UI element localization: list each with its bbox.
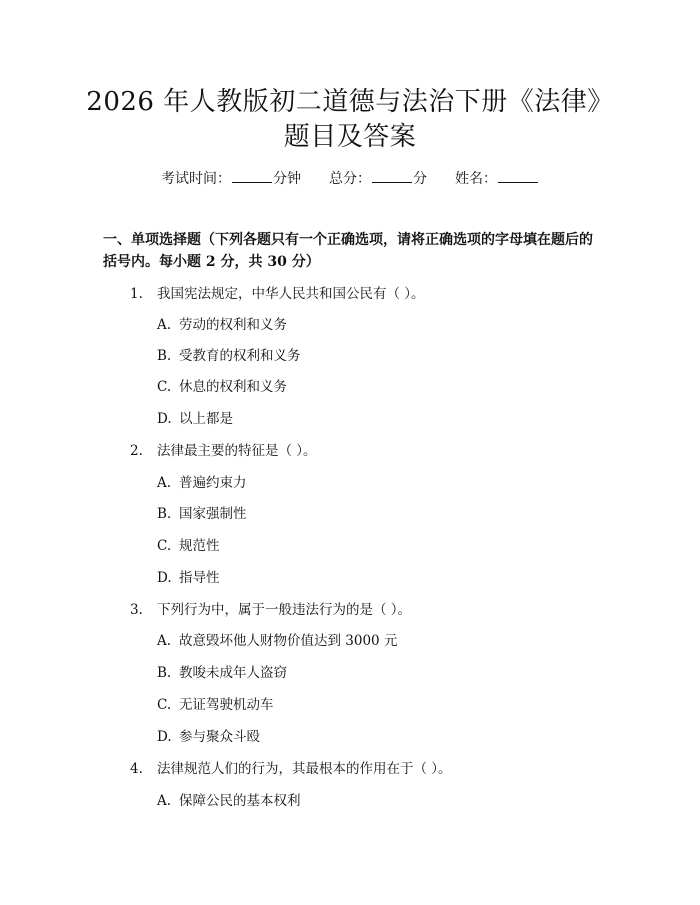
question-number: 4. [130,761,143,777]
option-text: 国家强制性 [179,506,247,522]
question-4 [130,759,452,779]
section-heading: 一、单项选择题（下列各题只有一个正确选项，请将正确选项的字母填在题后的括号内。每小题 2 分，共 30 分） [103,232,593,270]
page-title: 2026 年人教版初二道德与法治下册《法律》 [86,87,614,117]
question-1-option-b [157,346,301,366]
question-number: 3. [130,602,143,618]
total-score-blank [372,168,412,183]
total-score-field [329,171,427,187]
option-letter: C. [157,697,172,713]
exam-time-unit: 分钟 [273,171,301,187]
option-text: 规范性 [179,538,220,554]
question-3-option-d [157,727,260,747]
option-letter: A. [157,633,172,649]
exam-info-line [0,168,700,189]
option-letter: C. [157,538,172,554]
exam-time-label: 考试时间： [161,171,231,187]
option-text: 指导性 [179,570,220,586]
question-3-option-c [157,695,274,715]
question-2 [130,441,317,461]
question-4-option-a [157,791,301,811]
question-3-option-a [157,631,397,651]
option-text: 保障公民的基本权利 [179,793,301,809]
option-letter: A. [157,793,172,809]
option-letter: C. [157,379,172,395]
option-text: 休息的权利和义务 [179,379,287,395]
option-text: 普遍约束力 [179,475,247,491]
option-letter: B. [157,665,172,681]
question-1-option-a [157,315,287,335]
option-letter: D. [157,729,172,745]
question-number: 2. [130,443,143,459]
option-letter: A. [157,317,172,333]
option-text: 故意毁坏他人财物价值达到 3000 元 [179,633,398,649]
option-text: 受教育的权利和义务 [179,348,301,364]
question-text: 下列行为中，属于一般违法行为的是（ ）。 [157,602,412,618]
question-2-option-b [157,504,247,524]
name-field [455,171,539,187]
option-text: 无证驾驶机动车 [179,697,274,713]
question-1-option-c [157,377,287,397]
option-text: 教唆未成年人盗窃 [179,665,287,681]
option-text: 参与聚众斗殴 [179,729,260,745]
name-label: 姓名： [455,171,497,187]
option-letter: D. [157,570,172,586]
option-letter: B. [157,506,172,522]
question-text: 法律规范人们的行为，其最根本的作用在于（ ）。 [157,761,452,777]
option-letter: D. [157,411,172,427]
exam-time-field [161,171,301,187]
question-1 [130,284,425,304]
option-text: 劳动的权利和义务 [179,317,287,333]
question-text: 法律最主要的特征是（ ）。 [157,443,317,459]
option-letter: A. [157,475,172,491]
total-score-label: 总分： [329,171,371,187]
total-score-unit: 分 [413,171,427,187]
name-blank [498,168,538,183]
exam-time-blank [232,168,272,183]
question-3 [130,600,411,620]
question-number: 1. [130,286,143,302]
question-3-option-b [157,663,287,683]
option-letter: B. [157,348,172,364]
question-2-option-c [157,536,220,556]
question-1-option-d [157,409,233,429]
question-2-option-d [157,568,220,588]
question-text: 我国宪法规定，中华人民共和国公民有（ ）。 [157,286,425,302]
question-2-option-a [157,473,247,493]
page-title-continued: 题目及答案 [283,122,417,152]
option-text: 以上都是 [179,411,233,427]
